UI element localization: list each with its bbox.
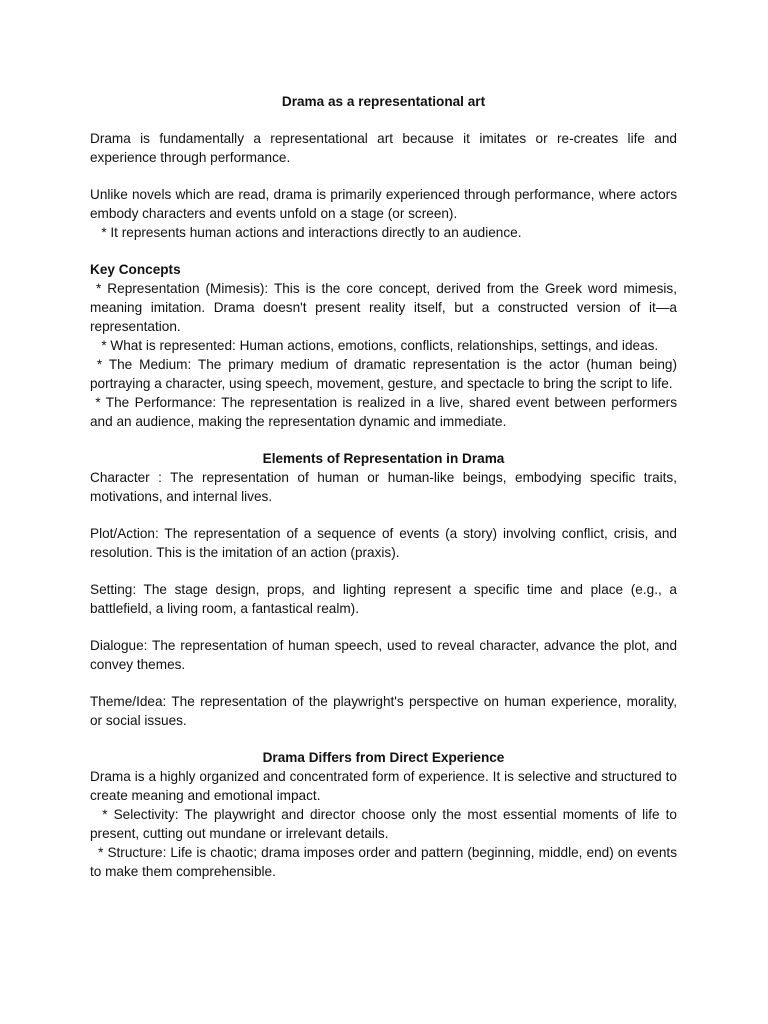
section-heading-elements: Elements of Representation in Drama: [262, 451, 505, 466]
element-item: Plot/Action: The representation of a sequence of events (a story) involving conflict, crisis, and resolution. This is the imitation of an action (praxis).: [90, 526, 677, 560]
intro-bullet: * It represents human actions and interactions directly to an audience.: [90, 225, 522, 240]
element-item: Theme/Idea: The representation of the playwright's perspective on human experience, morality, or social issues.: [90, 694, 677, 728]
page-title: Drama as a representational art: [281, 94, 486, 109]
key-concept-item: * Representation (Mimesis): This is the core concept, derived from the Greek word mimesis, meaning imitation. Drama doesn't present reality itself, but a constructed version of it—a representation.: [90, 281, 681, 334]
differs-item: * Structure: Life is chaotic; drama imposes order and pattern (beginning, middle, end) on events to make them comprehensible.: [90, 845, 681, 879]
element-item: Setting: The stage design, props, and lighting represent a specific time and place (e.g., a battlefield, a living room, a fantastical realm).: [90, 582, 677, 616]
differs-item: * Selectivity: The playwright and director choose only the most essential moments of life to present, cutting out mundane or irrelevant details.: [90, 807, 681, 841]
intro-paragraph: Unlike novels which are read, drama is primarily experienced through performance, where actors embody characters and events unfold on a stage (or screen).: [90, 187, 677, 221]
spacer: [90, 242, 677, 260]
spacer: [90, 167, 677, 185]
spacer: [90, 431, 677, 449]
section-heading-key-concepts: Key Concepts: [90, 262, 181, 277]
key-concept-item: * The Medium: The primary medium of dramatic representation is the actor (human being) portraying a character, using speech, movement, gesture, and spectacle to bring the script to life.: [90, 357, 681, 391]
element-item: Dialogue: The representation of human speech, used to reveal character, advance the plot, and convey themes.: [90, 638, 677, 672]
spacer: [90, 674, 677, 692]
key-concept-item: * The Performance: The representation is realized in a live, shared event between performers and an audience, making the representation dynamic and immediate.: [90, 395, 681, 429]
differs-intro: Drama is a highly organized and concentrated form of experience. It is selective and structured to create meaning and emotional impact.: [90, 769, 677, 803]
section-heading-differs: Drama Differs from Direct Experience: [262, 750, 505, 765]
key-concept-item: * What is represented: Human actions, emotions, conflicts, relationships, settings, and ideas.: [90, 338, 659, 353]
spacer: [90, 562, 677, 580]
document-body: [90, 92, 681, 881]
spacer: [90, 618, 677, 636]
spacer: [90, 730, 677, 748]
spacer: [90, 506, 677, 524]
element-item: Character : The representation of human or human-like beings, embodying specific traits, motivations, and internal lives.: [90, 470, 677, 504]
intro-paragraph: Drama is fundamentally a representational art because it imitates or re-creates life and experience through performance.: [90, 131, 677, 165]
